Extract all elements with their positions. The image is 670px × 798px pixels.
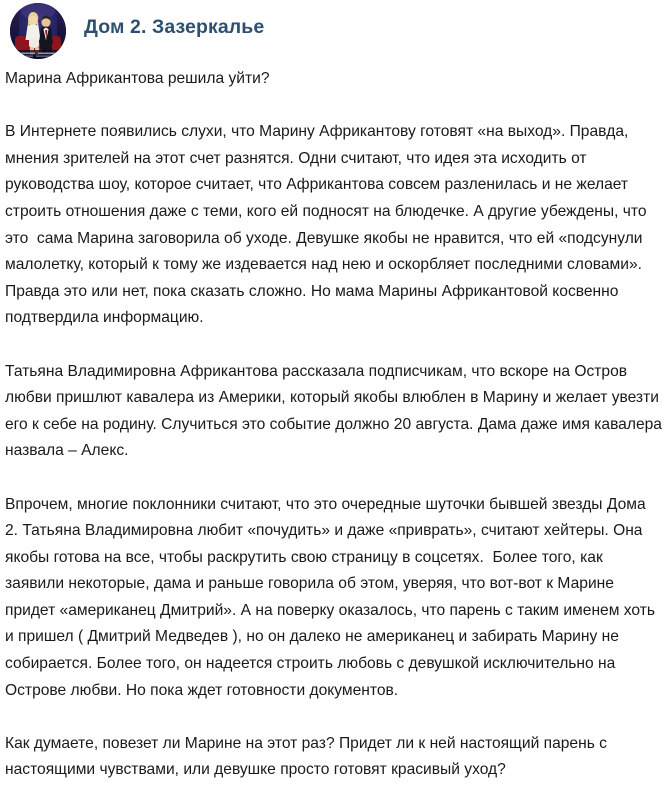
article-paragraph-1: В Интернете появились слухи, что Марину Африкантову готовят «на выход». Правда, мнения зрителей на этот счет разнятся. Одни считают, что идея эта исходить от руководства шоу, которое считает, что Африкантова совсем разленилась и не желает строить отношения даже с теми, кого ей подносят на блюдечке. А другие убеждены, что это сама Марина заговорила об уходе. Девушке якобы не нравится, что ей «подсунули малолетку, который к тому же издевается над нею и оскорбляет последними словами». Правда это или нет, пока сказать сложно. Но мама Марины Африкантовой косвенно подтвердила информацию. — [5, 123, 651, 327]
article-paragraph-4: Как думаете, повезет ли Марине на этот раз? Придет ли к ней настоящий парень с настоящими чувствами, или девушке просто готовят красивый уход? — [5, 734, 612, 779]
article-body — [0, 66, 670, 784]
article-paragraph-heading: Марина Африкантова решила уйти? — [5, 70, 270, 87]
page-header — [0, 0, 670, 66]
avatar[interactable] — [10, 3, 66, 59]
article-paragraph-3: Впрочем, многие поклонники считают, что это очередные шуточки бывшей звезды Дома 2. Татьяна Владимировна любит «почудить» и даже «приврать», считают хейтеры. Она якобы готова на все, чтобы раскрутить свою страницу в соцсетях. Более того, как заявили некоторые, дама и раньше говорила об этом, уверяя, что вот-вот к Марине придет «американец Дмитрий». А на поверку оказалось, что парень с таким именем хоть и пришел ( Дмитрий Медведев ), но он далеко не американец и забирать Марину не собирается. Более того, он надеется строить любовь с девушкой исключительно на Острове любви. Но пока ждет готовности документов. — [5, 495, 660, 699]
avatar-image — [10, 3, 66, 59]
article-paragraph-2: Татьяна Владимировна Африкантова рассказала подписчикам, что вскоре на Остров любви пришлют кавалера из Америки, который якобы влюблен в Марину и желает увезти его к себе на родину. Случиться это событие должно 20 августа. Дама даже имя кавалера назвала – Алекс. — [5, 362, 667, 460]
page-title: Дом 2. Зазеркалье — [84, 16, 265, 38]
